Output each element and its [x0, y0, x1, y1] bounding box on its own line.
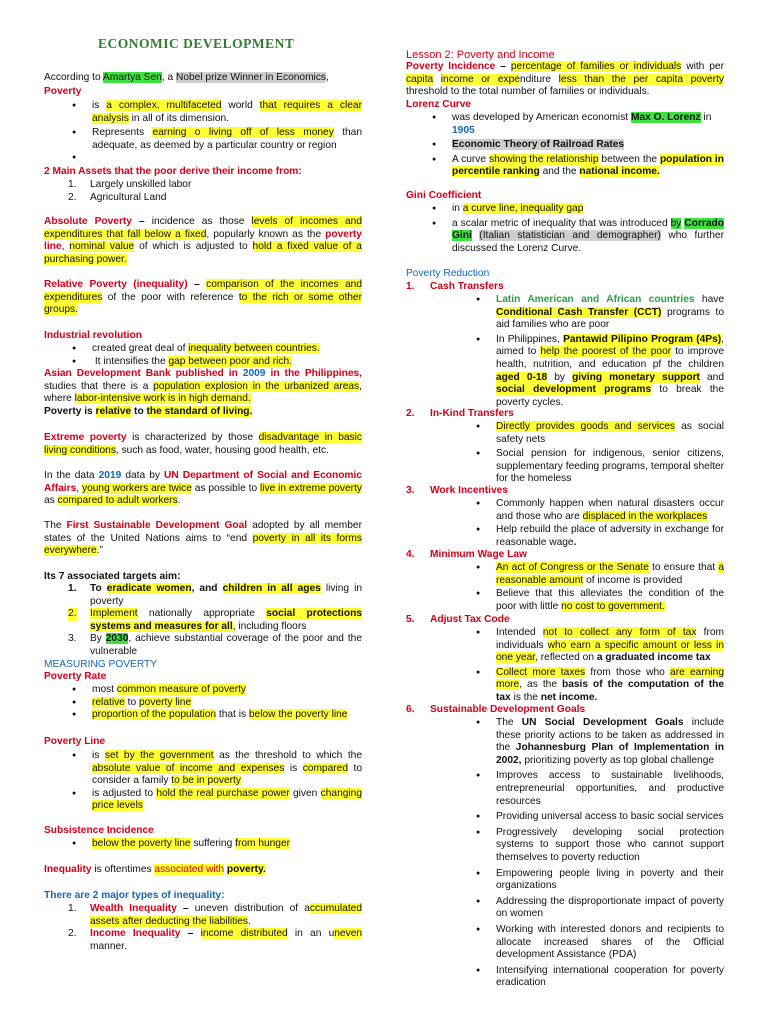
list-item: ● It intensifies the gap between poor and rich. [92, 356, 362, 369]
gini-bullets [452, 203, 724, 255]
list-item: ● Collect more taxes from those who are earning more, as the basis of the computation of the tax is the net income. [496, 667, 724, 705]
subsistence-bullets [92, 838, 362, 851]
list-item-empty [92, 152, 362, 165]
list-item: ● A curve showing the relationship between the population in percentile ranking and the national income. [452, 154, 724, 179]
absolute-poverty-paragraph: Absolute Poverty – incidence as those levels of incomes and expenditures that fall below a fixed, popularly known as the poverty line, nominal value of which is adjusted to hold a fixed value of a purchasing power. [44, 216, 362, 265]
list-item: ● is a complex, multifaceted world that requires a clear analysis in all of its dimension. [92, 100, 362, 125]
list-item: ● Commonly happen when natural disasters occur and those who are displaced in the workplaces [496, 498, 724, 523]
sdg-paragraph: The First Sustainable Development Goal adopted by all member states of the United Nations aims to “end poverty in all its forms everywhere.” [44, 520, 362, 557]
in-kind-label: 2. In-Kind Transfers [406, 408, 514, 419]
cash-transfers-label: 1. Cash Transfers [406, 281, 504, 292]
list-item: ● Addressing the disproportionate impact of poverty on women [496, 896, 724, 921]
list-item: ● Working with interested donors and recipients to allocate increased shares of the Official development Assistance (PDA) [496, 924, 724, 962]
target-3: 3. By 2030, achieve substantial coverage of the poor and the vulnerable [68, 633, 362, 657]
poverty-bullets [92, 100, 362, 165]
list-item: ● Represents earning o living off of less money than adequate, as deemed by a particular country or region [92, 127, 362, 152]
lorenz-bullets [452, 112, 724, 179]
list-item: ● Empowering people living in poverty and their organizations [496, 868, 724, 893]
wealth-inequality: 1. Wealth Inequality – uneven distribution of accumulated assets after deducting the liabilities. [68, 903, 363, 927]
tax-code-label: 5. Adjust Tax Code [406, 614, 510, 625]
asset-2: 2. Agricultural Land [68, 192, 167, 203]
income-inequality: 2. Income Inequality – income distributed in an uneven manner. [68, 928, 363, 952]
industrial-bullets [92, 343, 362, 368]
targets-heading: Its 7 associated targets aim: [44, 571, 181, 582]
wage-bullets [496, 562, 724, 613]
list-item: ● Believe that this alleviates the condition of the poor with little no cost to government. [496, 588, 724, 613]
work-incentives-label: 3. Work Incentives [406, 485, 508, 496]
in-kind-bullets [496, 421, 724, 486]
list-item: ● was developed by American economist Max O. Lorenz in 1905 [452, 112, 724, 137]
list-item: ● Progressively developing social protection systems to support those who cannot support themselves to poverty reduction [496, 827, 724, 865]
relative-standard-line: Poverty is relative to the standard of living. [44, 406, 253, 417]
list-item: ● most common measure of poverty [92, 684, 362, 697]
list-item: ● is adjusted to hold the real purchase power given changing price levels [92, 788, 362, 813]
list-item: ● Economic Theory of Railroad Rates [452, 139, 724, 152]
list-item: ● proportion of the population that is below the poverty line [92, 709, 362, 722]
list-item: ● Social pension for indigenous, senior citizens, supplementary feeding programs, temporal shelter for the homeless [496, 448, 724, 486]
asset-1: 1. Largely unskilled labor [68, 179, 192, 190]
adb-paragraph: Asian Development Bank published in 2009 in the Philippines, studies that there is a population explosion in the urbanized areas, where labor-intensive work is in high demand. [44, 368, 363, 405]
extreme-poverty-paragraph: Extreme poverty is characterized by those disadvantage in basic living conditions, such as food, water, housing good health, etc. [44, 432, 362, 456]
inequality-types-heading: There are 2 major types of inequality: [44, 890, 225, 901]
list-item: ● Intensifying international cooperation for poverty eradication [496, 965, 724, 990]
list-item: ● In Philippines, Pantawid Pilipino Program (4Ps), aimed to help the poorest of the poor to improve health, nutrition, and education pf the children aged 0-18 by giving monetary support and social development programs to break the poverty cycles. [496, 334, 724, 410]
gini-label: Gini Coefficient [406, 190, 482, 201]
doc-title: ECONOMIC DEVELOPMENT [98, 36, 295, 51]
list-item: ● created great deal of inequality between countries. [92, 343, 362, 356]
subsistence-label: Subsistence Incidence [44, 825, 154, 836]
list-item: ● An act of Congress or the Senate to ensure that a reasonable amount of income is provided [496, 562, 724, 587]
list-item: ● Providing universal access to basic social services [496, 811, 724, 824]
list-item: ● is set by the government as the threshold to which the absolute value of income and expenses is compared to consider a family to be in poverty [92, 750, 362, 788]
tax-bullets [496, 627, 724, 705]
list-item: ● Directly provides goods and services as social safety nets [496, 421, 724, 446]
poverty-incidence-paragraph: Poverty Incidence – percentage of families or individuals with per capita income or expenditure less than the per capita poverty threshold to the total number of families or individuals. [406, 61, 724, 98]
poverty-label: Poverty [44, 86, 82, 97]
list-item: ● Intended not to collect any form of tax from individuals who earn a specific amount or less in one year, reflected on a graduated income tax [496, 627, 724, 665]
poverty-rate-bullets [92, 684, 362, 722]
lorenz-label: Lorenz Curve [406, 99, 472, 110]
list-item: ● Help rebuild the place of adversity in exchange for reasonable wage. [496, 524, 724, 549]
intro-paragraph: According to Amartya Sen, a Nobel prize Winner in Economics, [44, 72, 329, 83]
list-item: ● relative to poverty line [92, 697, 362, 710]
sdg-label: 6. Sustainable Development Goals [406, 704, 586, 715]
target-1: 1. To eradicate women, and children in all ages living in poverty [68, 583, 363, 607]
sdg-bullets [496, 717, 724, 990]
poverty-reduction-heading: Poverty Reduction [406, 268, 490, 279]
target-2: 2. Implement nationally appropriate social protections systems and measures for all, including floors [68, 608, 362, 632]
relative-poverty-paragraph: Relative Poverty (inequality) – comparison of the incomes and expenditures of the poor with reference to the rich or some other groups. [44, 279, 363, 316]
list-item: ● below the poverty line suffering from hunger [92, 838, 362, 851]
two-assets-heading: 2 Main Assets that the poor derive their income from: [44, 166, 302, 177]
lesson-title: Lesson 2: Poverty and Income [406, 49, 555, 61]
list-item: ● Improves access to sustainable livelihoods, entrepreneurial opportunities, and productive resources [496, 770, 724, 808]
work-bullets [496, 498, 724, 549]
inequality-line: Inequality is oftentimes associated with poverty. [44, 864, 266, 875]
poverty-line-label: Poverty Line [44, 736, 106, 747]
un-data-paragraph: In the data 2019 data by UN Department of Social and Economic Affairs, young workers are twice as possible to live in extreme poverty as compared to adult workers. [44, 470, 362, 507]
list-item: ● in a curve line, inequality gap [452, 203, 724, 216]
minimum-wage-label: 4. Minimum Wage Law [406, 549, 527, 560]
cash-bullets [496, 294, 724, 409]
industrial-revolution-label: Industrial revolution [44, 330, 142, 341]
list-item: ● The UN Social Development Goals include these priority actions to be taken as addressed in the Johannesburg Plan of Implementation in 2002, prioritizing poverty as top global challenge [496, 717, 724, 767]
measuring-heading: MEASURING POVERTY [44, 659, 158, 670]
poverty-line-bullets [92, 750, 362, 813]
poverty-rate-label: Poverty Rate [44, 671, 107, 682]
list-item: ● a scalar metric of inequality that was introduced by Corrado Gini (Italian statistician and demographer) who further discussed the Lorenz Curve. [452, 218, 724, 256]
list-item: ● Latin American and African countries have Conditional Cash Transfer (CCT) programs to aid families who are poor [496, 294, 724, 332]
